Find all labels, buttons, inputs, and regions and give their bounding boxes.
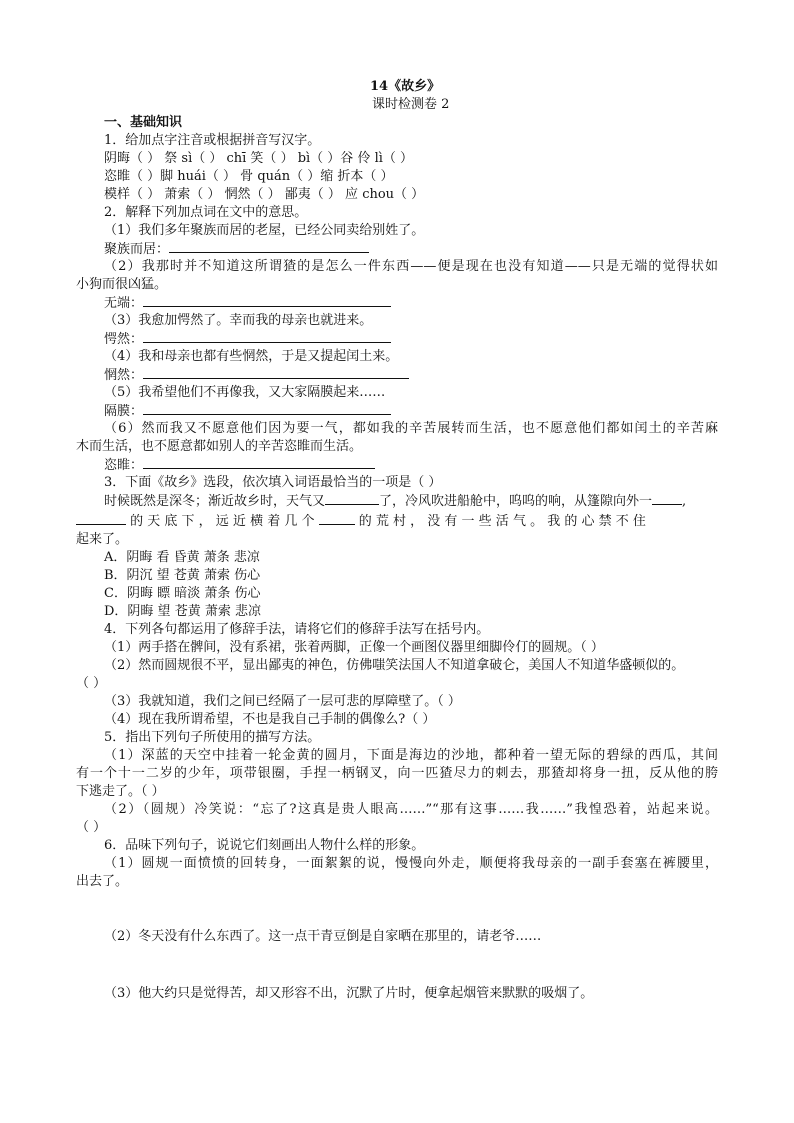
q3-blank-3[interactable] [76,512,126,525]
q5-sentence-1b: 有一个十一二岁的少年，项带银圈，手捏一柄钢叉，向一匹猹尽力的刺去，那猹却将身一扭，反从他的胯 [76,766,718,781]
q6-sentence-1b: 出去了。 [76,874,129,889]
q1-row-2: 恣睢（ ）脚 huái（ ） 骨 quán（ ）缩 折本（ ） [104,169,394,184]
q6-sentence-3: （3）他大约只是觉得苦，却又形容不出，沉默了片时，便拿起烟管来默默的吸烟了。 [104,986,594,1001]
q1-prompt: 1．给加点字注音或根据拼音写汉字。 [104,133,321,148]
q2-answer-2 [104,294,391,312]
q5-sentence-1c: 下逃走了。（ ） [76,784,165,799]
q2-answer-5-label: 隔膜： [104,404,144,419]
q6-prompt: 6．品味下列句子，说说它们刻画出人物什么样的形象。 [104,838,425,853]
q2-answer-3-label: 愕然： [104,332,144,347]
q5-sentence-2a: （2）（圆规）冷笑说：“忘了?这真是贵人眼高……”“那有这事……我……”我惶恐着，站起来说。 [104,802,718,817]
q3-passage-line-1 [104,492,686,510]
q2-sentence-3: （3）我愈加愕然了。幸而我的母亲也就进来。 [104,313,373,328]
q3-option-d: D．阴晦 望 苍黄 萧索 悲凉 [104,604,261,619]
q4-sentence-3: （3）我就知道，我们之间已经隔了一层可悲的厚障壁了。（ ） [104,694,461,709]
q4-sentence-2a: （2）然而圆规很不平，显出鄙夷的神色，仿佛嗤笑法国人不知道拿破仑，美国人不知道华盛顿似的。 [104,658,685,673]
q3-option-c: C．阴晦 瞟 暗淡 萧条 伤心 [104,586,261,601]
q2-sentence-6b: 木而生活，也不愿意都如别人的辛苦恣睢而生活。 [76,439,363,454]
q3-passage-1a: 时候既然是深冬；渐近故乡时，天气又 [104,494,326,509]
q3-blank-1[interactable] [325,492,379,505]
q2-sentence-1: （1）我们多年聚族而居的老屋，已经公同卖给别姓了。 [104,223,425,238]
q2-answer-1-label: 聚族而居： [104,242,170,257]
q3-blank-4[interactable] [319,512,355,525]
q2-answer-2-blank[interactable] [143,294,391,307]
q3-prompt: 3．下面《故乡》选段，依次填入词语最恰当的一项是（ ） [104,475,442,490]
q2-sentence-2a: （2）我那时并不知道这所谓猹的是怎么一件东西——便是现在也没有知道——只是无端的觉得状如 [104,259,718,274]
q2-answer-1-blank[interactable] [169,240,369,253]
q2-answer-1 [104,240,369,258]
q2-answer-4-label: 惘然： [104,368,144,383]
q2-answer-3-blank[interactable] [143,330,391,343]
q2-sentence-4: （4）我和母亲也都有些惘然，于是又提起闰土来。 [104,349,399,364]
q6-sentence-2: （2）冬天没有什么东西了。这一点干青豆倒是自家晒在那里的，请老爷…… [104,929,542,944]
q3-option-a: A．阴晦 看 昏黄 萧条 悲凉 [104,550,260,565]
q3-passage-line-3: 起来了。 [76,532,129,547]
q1-row-3: 模样（ ） 萧索（ ） 惘然（ ） 鄙夷（ ） 应 chou（ ） [104,187,425,202]
q2-answer-6-blank[interactable] [143,456,375,469]
q2-answer-6-label: 恣睢： [104,458,144,473]
q2-answer-4-blank[interactable] [143,366,409,379]
q2-answer-5-blank[interactable] [143,402,391,415]
q3-option-b: B．阴沉 望 苍黄 萧索 伤心 [104,568,261,583]
q3-blank-2[interactable] [652,492,682,505]
q2-answer-5 [104,402,391,420]
q4-sentence-2b: （ ） [76,676,107,691]
q2-sentence-5: （5）我希望他们不再像我，又大家隔膜起来…… [104,385,386,400]
q4-sentence-4: （4）现在我所谓希望，不也是我自己手制的偶像么?（ ） [104,712,436,727]
q5-sentence-1a: （1）深蓝的天空中挂着一轮金黄的圆月，下面是海边的沙地，都种着一望无际的碧绿的西瓜，其间 [104,748,718,763]
q6-sentence-1a: （1）圆规一面愤愤的回转身，一面絮絮的说，慢慢向外走，顺便将我母亲的一副手套塞在裤腰里， [104,856,718,871]
q3-passage-line-2 [76,512,646,530]
q4-prompt: 4．下列各句都运用了修辞手法，请将它们的修辞手法写在括号内。 [104,622,490,637]
page-title: 14《故乡》 [370,79,441,94]
page-subtitle: 课时检测卷 2 [372,97,450,112]
q5-sentence-2b: （ ） [76,820,107,835]
section-title: 一、基础知识 [104,115,183,130]
q3-passage-2a: 的 天 底 下 ， 远 近 横 着 几 个 [130,514,315,529]
q3-passage-2b: 的 荒 村 ， 没 有 一 些 活 气 。 我 的 心 禁 不 住 [358,514,646,529]
q5-prompt: 5．指出下列句子所使用的描写方法。 [104,730,321,745]
q3-comma: , [682,494,687,509]
q2-prompt: 2．解释下列加点词在文中的意思。 [104,205,308,220]
q2-answer-4 [104,366,409,384]
q4-sentence-1: （1）两手搭在髀间，没有系裙，张着两脚，正像一个画图仪器里细脚伶仃的圆规。（ ） [104,640,604,655]
q2-sentence-6a: （6）然而我又不愿意他们因为要一气，都如我的辛苦展转而生活，也不愿意他们都如闰土的辛苦麻 [104,421,718,436]
q2-answer-2-label: 无端： [104,296,144,311]
q2-sentence-2b: 小狗而很凶猛。 [76,277,168,292]
q2-answer-3 [104,330,391,348]
q1-row-1: 阴晦（ ） 祭 sì（ ） chī 笑（ ） bì（ ）谷 伶 lì（ ） [104,151,414,166]
q2-answer-6 [104,456,375,474]
q3-passage-1b: 了，冷风吹进船舱中，呜呜的响，从篷隙向外一 [379,494,653,509]
